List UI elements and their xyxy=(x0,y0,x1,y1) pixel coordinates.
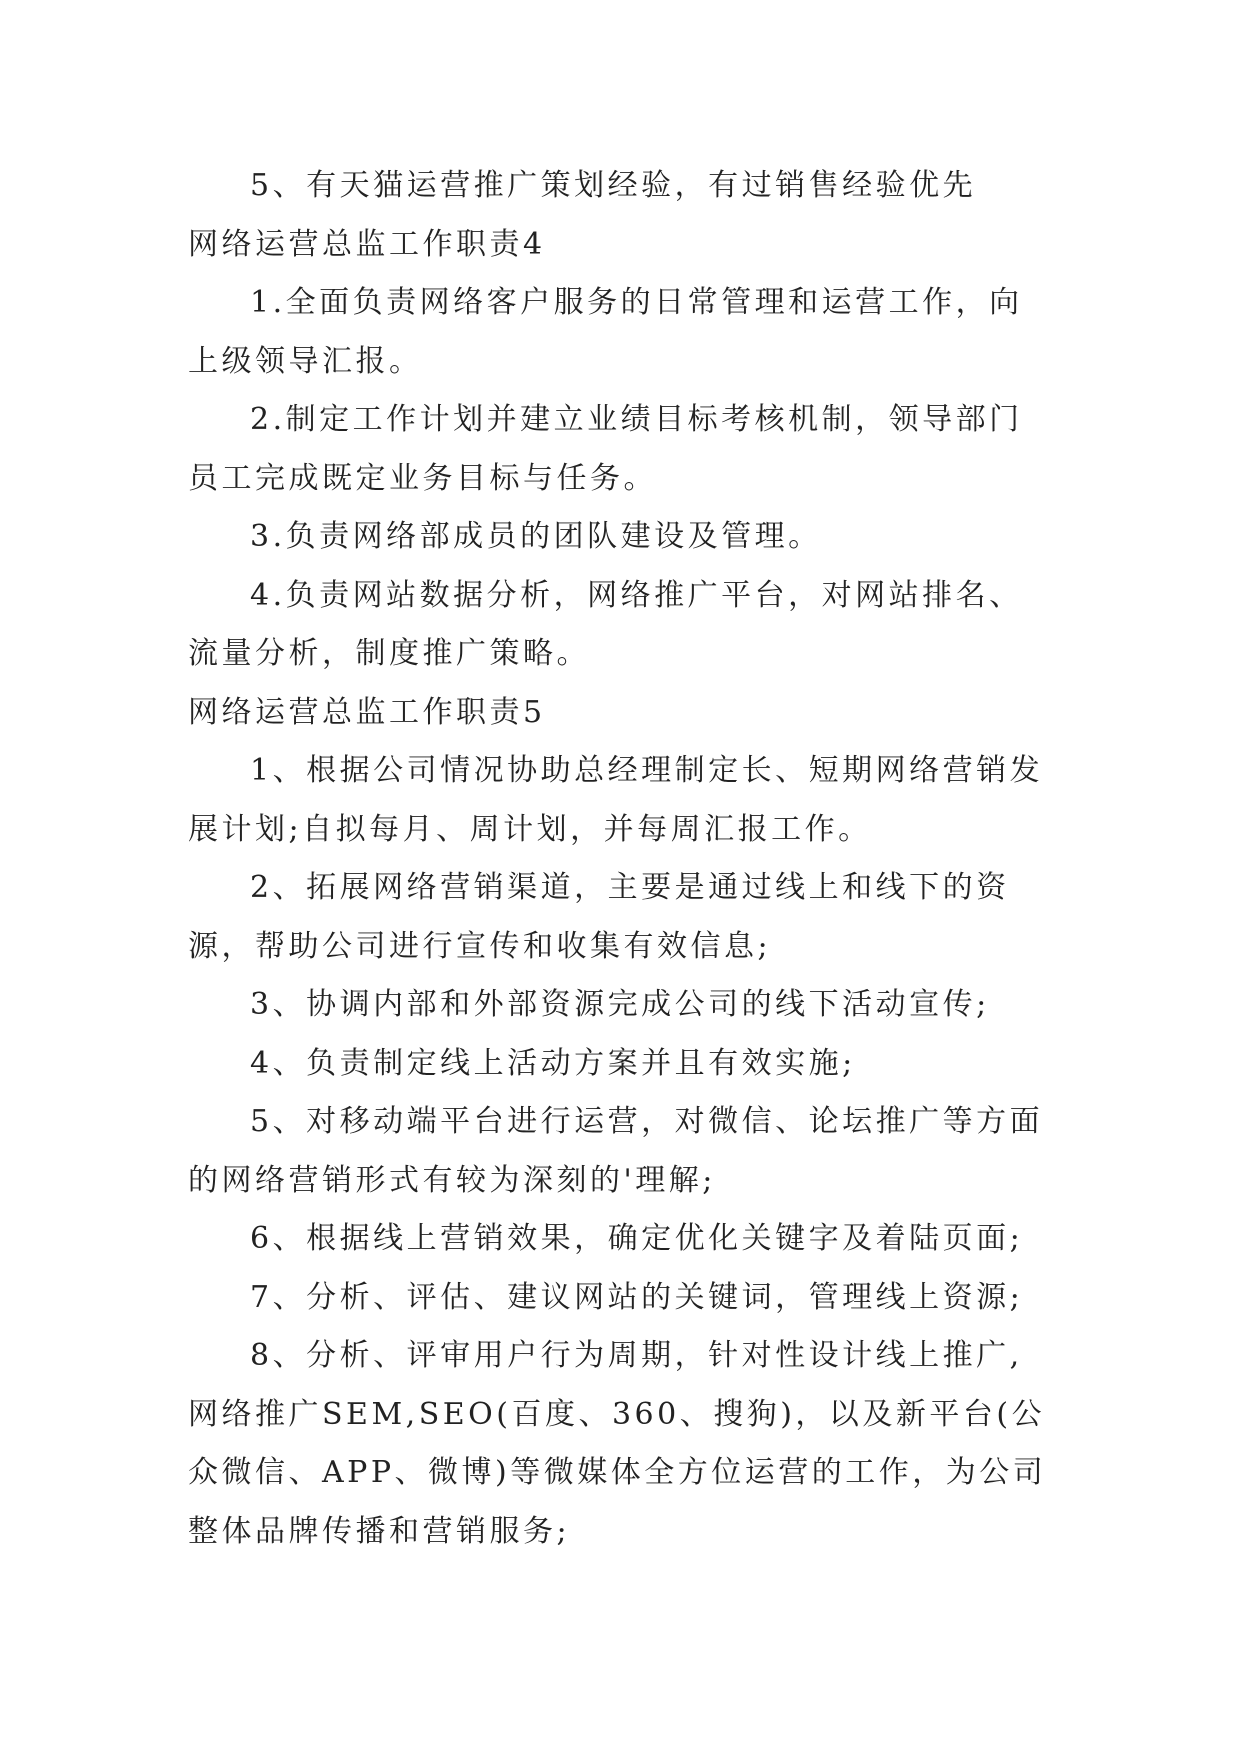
paragraph: 7、分析、评估、建议网站的关键词，管理线上资源; xyxy=(250,1279,1024,1315)
paragraph: 2.制定工作计划并建立业绩目标考核机制，领导部门员工完成既定业务目标与任务。 xyxy=(188,402,1023,496)
paragraph: 5、有天猫运营推广策划经验，有过销售经验优先 xyxy=(250,168,977,203)
paragraph: 5、对移动端平台进行运营，对微信、论坛推广等方面的网络营销形式有较为深刻的'理解; xyxy=(188,1104,1044,1198)
section-heading: 网络运营总监工作职责4 xyxy=(188,226,546,262)
paragraph: 8、分析、评审用户行为周期，针对性设计线上推广,网络推广SEM,SEO(百度、360、搜狗)，以及新平台(公众微信、APP、微博)等微媒体全方位运营的工作，为公司整体品牌传播和营销服务; xyxy=(188,1338,1047,1549)
paragraph: 3、协调内部和外部资源完成公司的线下活动宣传; xyxy=(250,987,990,1022)
paragraph: 2、拓展网络营销渠道，主要是通过线上和线下的资源，帮助公司进行宣传和收集有效信息; xyxy=(188,870,1010,964)
paragraph: 1.全面负责网络客户服务的日常管理和运营工作，向上级领导汇报。 xyxy=(188,285,1023,379)
document-body xyxy=(188,157,1048,1561)
paragraph: 4、负责制定线上活动方案并且有效实施; xyxy=(250,1045,856,1081)
section-heading: 网络运营总监工作职责5 xyxy=(188,694,546,730)
paragraph: 4.负责网站数据分析，网络推广平台，对网站排名、流量分析，制度推广策略。 xyxy=(188,577,1023,671)
paragraph: 1、根据公司情况协助总经理制定长、短期网络营销发展计划;自拟每月、周计划，并每周汇报工作。 xyxy=(188,753,1044,847)
paragraph: 3.负责网络部成员的团队建设及管理。 xyxy=(250,519,822,554)
paragraph: 6、根据线上营销效果，确定优化关键字及着陆页面; xyxy=(250,1221,1024,1256)
